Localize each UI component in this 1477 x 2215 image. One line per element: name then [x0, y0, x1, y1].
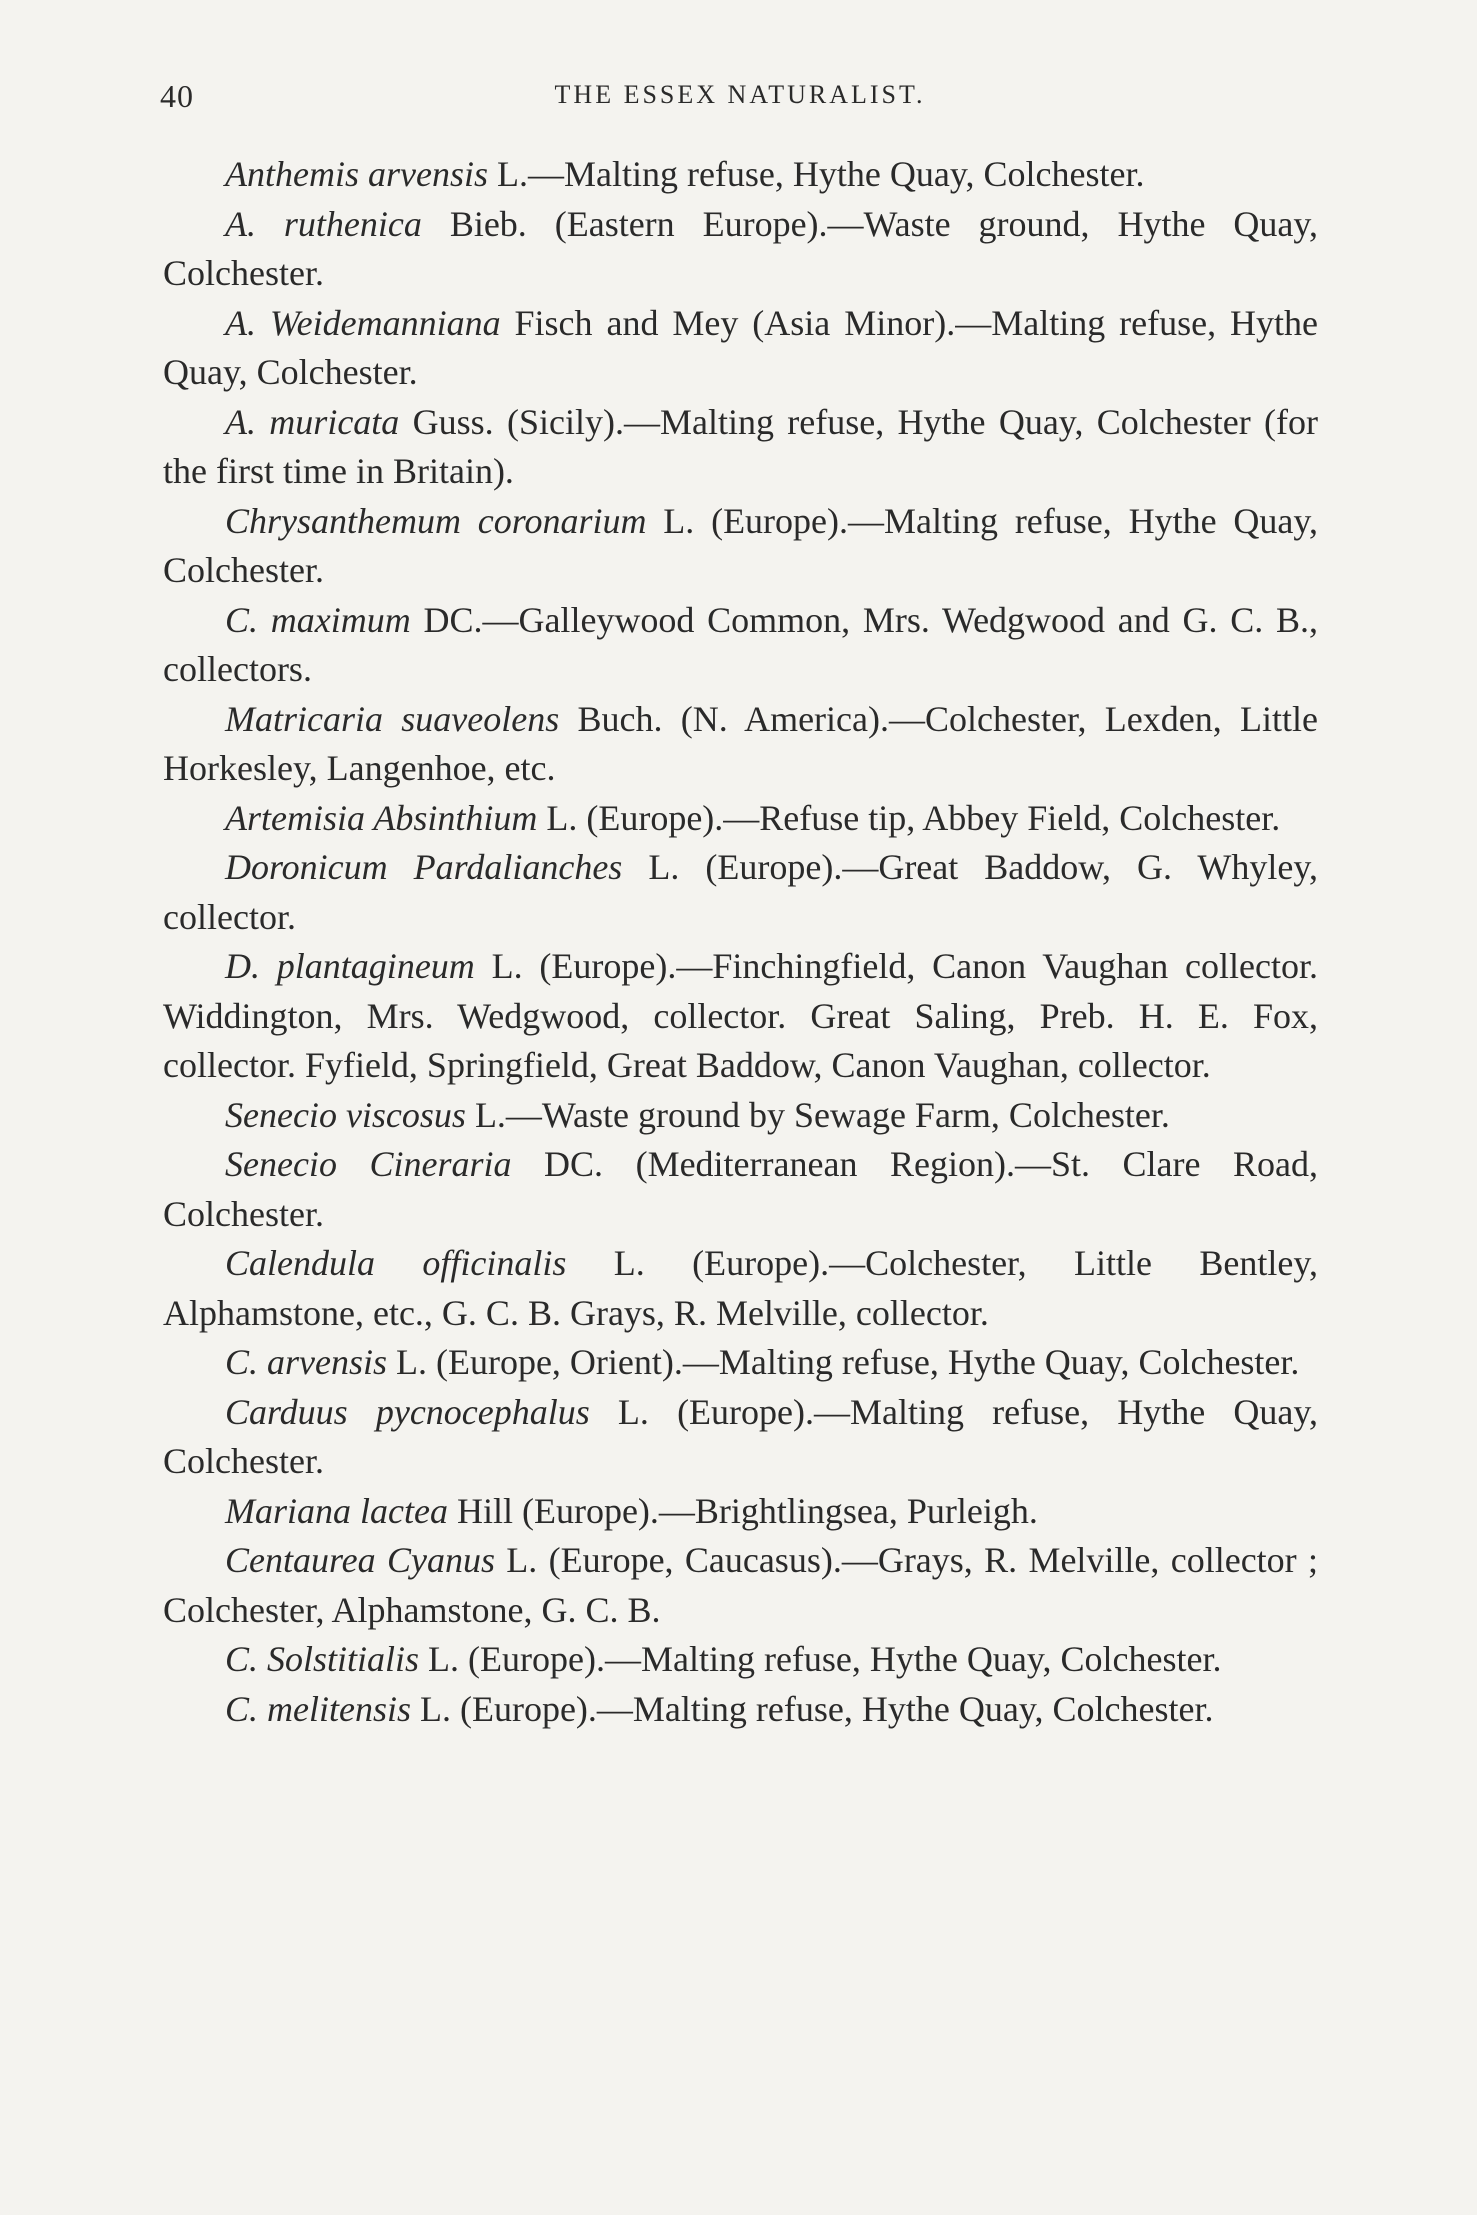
list-item — [163, 150, 1318, 200]
species-name: Matricaria suaveolens — [225, 698, 560, 739]
list-item — [163, 200, 1318, 299]
list-item — [163, 843, 1318, 942]
list-item — [163, 299, 1318, 398]
species-name: Centaurea Cyanus — [225, 1540, 495, 1580]
species-name: Chrysanthemum coronarium — [225, 500, 647, 541]
species-note: L.—Malting refuse, Hythe Quay, Colchester. — [487, 154, 1145, 194]
species-note: Bieb. (Eastern Europe).—Waste ground, Hythe Quay, Colchester. — [163, 203, 1318, 293]
species-note: L. (Europe).—Malting refuse, Hythe Quay, Colchester. — [411, 1688, 1214, 1729]
page-number: 40 — [160, 78, 194, 114]
species-name: Carduus pycnocephalus — [225, 1391, 590, 1432]
species-name: C. arvensis — [225, 1342, 387, 1382]
species-note: Fisch and Mey (Asia Minor).—Malting refuse, Hythe Quay, Colchester. — [163, 302, 1318, 392]
list-item — [163, 1536, 1318, 1635]
list-item — [163, 1091, 1318, 1141]
species-name: C. melitensis — [225, 1688, 411, 1729]
species-name: Senecio Cineraria — [225, 1144, 512, 1184]
running-title: THE ESSEX NATURALIST. — [554, 80, 926, 109]
species-list — [163, 150, 1318, 1734]
species-name: A. Weidemanniana — [225, 302, 501, 343]
list-item — [163, 942, 1318, 1091]
species-name: Anthemis arvensis — [225, 154, 488, 194]
page-header — [160, 78, 1320, 124]
list-item — [163, 398, 1318, 497]
species-name: D. plantagineum — [225, 946, 475, 986]
species-name: C. maximum — [225, 599, 411, 640]
list-item — [163, 1487, 1318, 1537]
list-item — [163, 695, 1318, 794]
species-note: L. (Europe, Caucasus).—Grays, R. Melville, collector ; Colchester, Alphamstone, G. C. B. — [163, 1540, 1318, 1630]
species-note: L. (Europe).—Malting refuse, Hythe Quay, Colchester. — [163, 1391, 1319, 1481]
species-note: DC.—Galleywood Common, Mrs. Wedgwood and G. C. B., collectors. — [163, 599, 1318, 689]
species-note: L. (Europe).—Colchester, Little Bentley, Alphamstone, etc., G. C. B. Grays, R. Melville, collector. — [163, 1243, 1318, 1333]
list-item — [163, 1685, 1318, 1735]
species-note: L. (Europe).—Finchingfield, Canon Vaughan collector. Widdington, Mrs. Wedgwood, collector. Great Saling, Preb. H. E. Fox, collector. Fyfield, Springfield, Great Baddow, Canon Vaughan, collector. — [163, 946, 1318, 1085]
species-note: Hill (Europe).—Brightlingsea, Purleigh. — [447, 1490, 1038, 1531]
species-name: Mariana lactea — [225, 1490, 448, 1531]
species-note: DC. (Mediterranean Region).—St. Clare Road, Colchester. — [163, 1144, 1319, 1234]
species-name: A. ruthenica — [225, 203, 422, 244]
list-item — [163, 596, 1318, 695]
species-name: Senecio viscosus — [225, 1094, 466, 1135]
list-item — [163, 1338, 1318, 1388]
species-note: L. (Europe).—Great Baddow, G. Whyley, collector. — [163, 847, 1318, 937]
species-name: Calendula officinalis — [225, 1243, 567, 1283]
species-note: Guss. (Sicily).—Malting refuse, Hythe Quay, Colchester (for the first time in Britain). — [163, 401, 1319, 491]
list-item — [163, 497, 1318, 596]
species-name: Artemisia Absinthium — [225, 797, 538, 838]
species-note: L. (Europe, Orient).—Malting refuse, Hythe Quay, Colchester. — [387, 1342, 1300, 1382]
list-item — [163, 1140, 1318, 1239]
list-item — [163, 1635, 1318, 1685]
species-note: L.—Waste ground by Sewage Farm, Colchester. — [465, 1094, 1170, 1135]
list-item — [163, 1239, 1318, 1338]
species-note: L. (Europe).—Malting refuse, Hythe Quay, Colchester. — [163, 500, 1318, 590]
list-item — [163, 1388, 1318, 1487]
list-item — [163, 794, 1318, 844]
species-name: A. muricata — [225, 401, 400, 442]
species-note: L. (Europe).—Malting refuse, Hythe Quay, Colchester. — [419, 1639, 1222, 1679]
species-note: L. (Europe).—Refuse tip, Abbey Field, Colchester. — [537, 797, 1281, 838]
species-name: Doronicum Pardalianches — [225, 847, 623, 887]
species-name: C. Solstitialis — [225, 1639, 420, 1679]
species-note: Buch. (N. America).—Colchester, Lexden, Little Horkesley, Langenhoe, etc. — [163, 698, 1318, 788]
